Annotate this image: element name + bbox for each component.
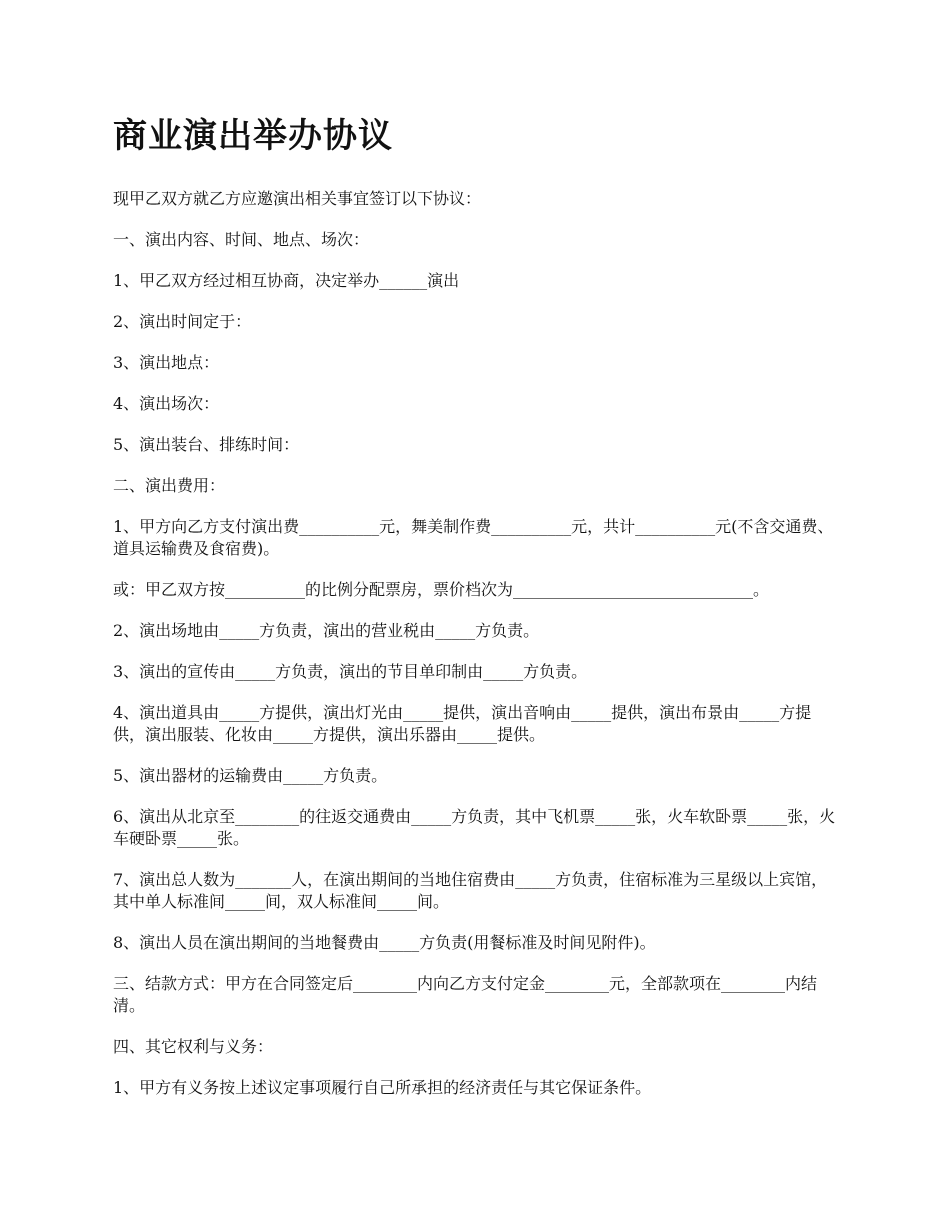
paragraph: 5、演出器材的运输费由_____方负责。 <box>113 766 388 785</box>
paragraph: 1、甲方有义务按上述议定事项履行自己所承担的经济责任与其它保证条件。 <box>113 1078 652 1097</box>
paragraph: 2、演出场地由_____方负责，演出的营业税由_____方负责。 <box>113 621 540 640</box>
paragraph: 8、演出人员在演出期间的当地餐费由_____方负责(用餐标准及时间见附件)。 <box>113 933 656 952</box>
paragraph: 7、演出总人数为_______人，在演出期间的当地住宿费由_____方负责，住宿标准为三星级以上宾馆，其中单人标准间_____间，双人标准间_____间。 <box>113 870 828 911</box>
paragraph: 5、演出装台、排练时间： <box>113 435 300 454</box>
paragraph: 或：甲乙双方按__________的比例分配票房，票价档次为______________________________。 <box>113 580 770 599</box>
paragraph: 2、演出时间定于： <box>113 312 252 331</box>
document-body <box>113 188 840 1099</box>
paragraph: 4、演出道具由_____方提供，演出灯光由_____提供，演出音响由_____提供，演出布景由_____方提供，演出服装、化妆由_____方提供，演出乐器由_____提供。 <box>113 703 812 744</box>
paragraph-intro: 现甲乙双方就乙方应邀演出相关事宜签订以下协议： <box>113 189 482 208</box>
document-page <box>113 112 840 1118</box>
paragraph: 6、演出从北京至________的往返交通费由_____方负责，其中飞机票_____张，火车软卧票_____张，火车硬卧票_____张。 <box>113 807 836 848</box>
document-title: 商业演出举办协议 <box>113 116 393 156</box>
paragraph: 1、甲乙双方经过相互协商，决定举办______演出 <box>113 271 460 290</box>
paragraph: 4、演出场次： <box>113 394 220 413</box>
section-heading-1: 一、演出内容、时间、地点、场次： <box>113 230 370 249</box>
section-heading-2: 二、演出费用： <box>113 476 226 495</box>
section-heading-3: 三、结款方式：甲方在合同签定后________内向乙方支付定金________元，全部款项在________内结清。 <box>113 974 818 1015</box>
paragraph: 3、演出的宣传由_____方负责，演出的节目单印制由_____方负责。 <box>113 662 588 681</box>
paragraph: 1、甲方向乙方支付演出费__________元，舞美制作费__________元，共计__________元(不含交通费、道具运输费及食宿费)。 <box>113 517 834 558</box>
paragraph: 3、演出地点： <box>113 353 220 372</box>
section-heading-4: 四、其它权利与义务： <box>113 1037 274 1056</box>
